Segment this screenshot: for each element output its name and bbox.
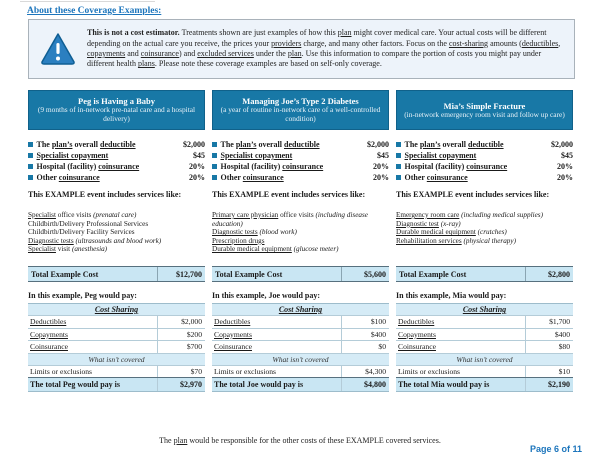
- text-segment: overall: [72, 140, 100, 149]
- example-header: [396, 90, 573, 130]
- row-value: $4,300: [341, 366, 389, 378]
- bullet-icon: [396, 142, 401, 147]
- plan-facts-list: [212, 139, 389, 183]
- example-subtitle: (9 months of in-network pre-natal care and a hospital delivery): [37, 105, 196, 123]
- text-segment: . Please note these coverage examples are based on self-only coverage.: [154, 59, 382, 69]
- total-pay-value: $2,970: [157, 378, 205, 391]
- service-item: [212, 237, 389, 246]
- page-edge-fragment: [20, 1, 155, 2]
- plan-fact-value: $2,000: [551, 140, 573, 149]
- glossary-link[interactable]: Durable medical equipment: [396, 228, 476, 237]
- not-covered-header: What isn’t covered: [212, 353, 389, 365]
- row-label[interactable]: Deductibles: [30, 317, 67, 327]
- services-list: [396, 211, 573, 266]
- plan-fact-row: [212, 139, 389, 150]
- text-segment: under the: [253, 49, 288, 58]
- text-segment: Hospital (facility): [220, 162, 283, 171]
- plan-fact-row: [212, 150, 389, 161]
- total-example-cost-value: $5,600: [341, 267, 389, 281]
- text-segment: (physical therapy): [463, 236, 516, 245]
- total-pay-row: [396, 377, 573, 391]
- plan-fact-row: [28, 139, 205, 150]
- event-services-heading: This EXAMPLE event includes services like:: [28, 190, 182, 199]
- plan-fact-label: [221, 172, 374, 183]
- table-row: [212, 340, 389, 353]
- row-value: $80: [525, 341, 573, 353]
- text-segment: (including disease education): [212, 211, 368, 228]
- glossary-link[interactable]: copayments: [87, 49, 126, 58]
- glossary-link[interactable]: Emergency room care: [396, 211, 460, 219]
- service-item: [28, 211, 205, 220]
- plan-fact-value: $45: [561, 151, 573, 160]
- text-segment: charge, and many other factors. Focus on the: [301, 38, 449, 48]
- row-value: $100: [341, 316, 389, 328]
- row-label[interactable]: Copayments: [30, 329, 68, 339]
- bullet-icon: [28, 153, 33, 158]
- plan-facts-list: [396, 139, 573, 183]
- plan-fact-value: $45: [193, 151, 205, 160]
- coverage-example-peg: [28, 90, 205, 392]
- total-pay-value: $2,190: [525, 378, 573, 391]
- text-segment: Other: [36, 173, 59, 182]
- total-example-cost-value: $2,800: [525, 267, 573, 281]
- row-value: $1,700: [525, 316, 573, 328]
- cost-sharing-table: [28, 303, 205, 392]
- plan-fact-value: 20%: [557, 173, 573, 182]
- example-title: Mia’s Simple Fracture: [443, 100, 526, 111]
- row-label[interactable]: Coinsurance: [30, 342, 68, 352]
- plan-fact-label: [37, 172, 190, 183]
- plan-fact-value: 20%: [189, 162, 205, 171]
- coverage-examples-columns: [28, 90, 574, 392]
- text-segment: Childbirth/Delivery Facility Services: [28, 228, 135, 237]
- text-segment: (crutches): [477, 228, 507, 237]
- bullet-icon: [396, 153, 401, 158]
- text-segment: This is not a cost estimator.: [87, 28, 182, 38]
- table-row: [28, 365, 205, 378]
- text-segment: (prenatal care): [93, 211, 137, 219]
- text-segment: might cover medical care. Your actual costs will be different depending on the actual care you receive, the prices your: [87, 28, 547, 48]
- bullet-icon: [212, 142, 217, 147]
- glossary-link[interactable]: Specialist copayment: [36, 151, 109, 160]
- table-row: [212, 315, 389, 328]
- table-row: [396, 315, 573, 328]
- glossary-link[interactable]: plan’s: [51, 140, 73, 149]
- row-value: $400: [525, 329, 573, 341]
- services-list: [212, 211, 389, 266]
- row-value: $700: [157, 341, 205, 353]
- example-header: [28, 90, 205, 130]
- text-segment: Treatments shown are just examples of how this: [181, 28, 338, 38]
- glossary-link[interactable]: coinsurance: [242, 173, 284, 182]
- footer-note: [0, 436, 600, 445]
- example-header: [212, 90, 389, 130]
- total-pay-label: The total Peg would pay is: [30, 380, 121, 389]
- not-covered-header: What isn’t covered: [28, 353, 205, 365]
- example-title: Peg is Having a Baby: [78, 96, 155, 107]
- service-item: [396, 220, 573, 229]
- glossary-link[interactable]: plan: [337, 28, 352, 38]
- plan-fact-value: 20%: [373, 162, 389, 171]
- glossary-link[interactable]: Rehabilitation services: [396, 236, 462, 245]
- glossary-link[interactable]: Diagnostic tests: [28, 236, 74, 245]
- text-segment: visit: [55, 245, 72, 254]
- glossary-link[interactable]: coinsurance: [426, 173, 468, 182]
- bullet-icon: [28, 164, 33, 169]
- service-item: [396, 237, 573, 246]
- table-row: [28, 328, 205, 341]
- service-item: [28, 245, 205, 254]
- total-example-cost-row: [396, 266, 573, 282]
- glossary-link[interactable]: Specialist copayment: [220, 151, 293, 160]
- plan-fact-row: [396, 161, 573, 172]
- row-value: $200: [157, 329, 205, 341]
- glossary-link[interactable]: cost-sharing: [448, 38, 489, 48]
- glossary-link[interactable]: coinsurance: [282, 162, 324, 171]
- plan-fact-row: [212, 172, 389, 183]
- plan-fact-value: 20%: [189, 173, 205, 182]
- would-pay-heading: In this example, Peg would pay:: [28, 291, 137, 300]
- table-row: [396, 365, 573, 378]
- glossary-link[interactable]: Specialist: [28, 211, 56, 219]
- row-label[interactable]: Deductibles: [398, 317, 435, 327]
- glossary-link[interactable]: plan’s: [235, 140, 257, 149]
- bullet-icon: [212, 164, 217, 169]
- plan-fact-label: [37, 139, 184, 150]
- row-label[interactable]: Copayments: [398, 329, 436, 339]
- text-segment: Hospital (facility): [36, 162, 99, 171]
- total-example-cost-label: Total Example Cost: [215, 269, 283, 279]
- service-item: [212, 228, 389, 237]
- text-segment: (anesthesia): [71, 245, 108, 254]
- glossary-link[interactable]: deductible: [100, 140, 136, 149]
- glossary-link[interactable]: Diagnostic test: [396, 219, 439, 228]
- row-label[interactable]: Deductibles: [214, 317, 251, 327]
- total-example-cost-label: Total Example Cost: [31, 269, 99, 279]
- plan-fact-value: $2,000: [367, 140, 389, 149]
- glossary-link[interactable]: Diagnostic tests: [212, 228, 258, 237]
- example-title: Managing Joe’s Type 2 Diabetes: [242, 96, 359, 107]
- total-example-cost-row: [28, 266, 205, 282]
- service-item: [212, 211, 389, 228]
- total-example-cost-label: Total Example Cost: [399, 269, 467, 279]
- text-segment: Childbirth/Delivery Professional Services: [28, 219, 149, 228]
- row-label[interactable]: Coinsurance: [398, 342, 436, 352]
- plan-fact-row: [212, 161, 389, 172]
- text-segment: would be responsible for the other costs of these EXAMPLE covered services.: [187, 436, 441, 445]
- plan-fact-value: $2,000: [183, 140, 205, 149]
- not-covered-header: What isn’t covered: [396, 353, 573, 365]
- text-segment: amounts (: [488, 38, 522, 48]
- glossary-link[interactable]: plan: [173, 436, 188, 445]
- plan-fact-value: 20%: [373, 173, 389, 182]
- plan-fact-label: [37, 150, 194, 161]
- plan-fact-label: [221, 139, 368, 150]
- glossary-link[interactable]: plan: [287, 49, 302, 58]
- example-subtitle: (a year of routine in-network care of a well-controlled condition): [220, 105, 381, 123]
- plan-fact-row: [396, 172, 573, 183]
- total-pay-row: [28, 377, 205, 391]
- glossary-link[interactable]: deductible: [284, 140, 320, 149]
- bullet-icon: [212, 153, 217, 158]
- row-value: $10: [525, 366, 573, 378]
- row-label: Limits or exclusions: [30, 366, 93, 376]
- coverage-example-mia: [396, 90, 573, 392]
- row-label[interactable]: Copayments: [214, 329, 252, 339]
- plan-fact-label: [221, 161, 374, 172]
- row-value: $0: [341, 341, 389, 353]
- text-segment: The: [404, 140, 420, 149]
- text-segment: (x-ray): [440, 219, 461, 228]
- service-item: [28, 237, 205, 246]
- glossary-link[interactable]: deductible: [468, 140, 504, 149]
- text-segment: (ultrasounds and blood work): [75, 236, 162, 245]
- cost-sharing-header: Cost Sharing: [212, 303, 389, 315]
- text-segment: (glucose meter): [293, 245, 339, 254]
- bullet-icon: [28, 175, 33, 180]
- table-row: [28, 340, 205, 353]
- would-pay-heading: In this example, Mia would pay:: [396, 291, 507, 300]
- text-segment: office visits: [55, 211, 94, 219]
- row-label: Limits or exclusions: [398, 366, 461, 376]
- page-title: About these Coverage Examples:: [27, 6, 162, 16]
- row-value: $400: [341, 329, 389, 341]
- plan-fact-value: 20%: [557, 162, 573, 171]
- total-example-cost-row: [212, 266, 389, 282]
- total-example-cost-value: $12,700: [157, 267, 205, 281]
- row-label[interactable]: Coinsurance: [214, 342, 252, 352]
- text-segment: Hospital (facility): [404, 162, 467, 171]
- text-segment: Other: [220, 173, 243, 182]
- glossary-link[interactable]: coinsurance: [140, 49, 179, 58]
- service-item: [396, 211, 573, 220]
- text-segment: and: [125, 49, 141, 58]
- cost-sharing-table: [396, 303, 573, 392]
- text-segment: ,: [558, 38, 561, 48]
- event-services-heading: This EXAMPLE event includes services like:: [396, 190, 550, 199]
- plan-fact-value: $45: [377, 151, 389, 160]
- cost-sharing-table: [212, 303, 389, 392]
- row-value: $70: [157, 366, 205, 378]
- page-number: Page 6 of 11: [529, 444, 582, 454]
- bullet-icon: [212, 175, 217, 180]
- text-segment: The: [220, 140, 236, 149]
- glossary-link[interactable]: coinsurance: [58, 173, 100, 182]
- table-row: [396, 328, 573, 341]
- service-item: [212, 245, 389, 254]
- plan-fact-row: [28, 172, 205, 183]
- plan-fact-row: [28, 161, 205, 172]
- glossary-link[interactable]: plans: [137, 59, 155, 69]
- text-segment: The: [159, 436, 174, 445]
- text-segment: Other: [404, 173, 427, 182]
- plan-fact-label: [405, 161, 558, 172]
- warning-triangle-icon: [29, 31, 87, 67]
- plan-facts-list: [28, 139, 205, 183]
- plan-fact-label: [405, 172, 558, 183]
- glossary-link[interactable]: providers: [271, 38, 302, 48]
- service-item: [28, 228, 205, 237]
- plan-fact-label: [405, 150, 562, 161]
- event-services-heading: This EXAMPLE event includes services like:: [212, 190, 366, 199]
- total-pay-row: [212, 377, 389, 391]
- services-list: [28, 211, 205, 266]
- bullet-icon: [396, 164, 401, 169]
- plan-fact-row: [396, 150, 573, 161]
- service-item: [28, 220, 205, 229]
- plan-fact-label: [37, 161, 190, 172]
- glossary-link[interactable]: deductibles: [521, 38, 559, 48]
- plan-fact-label: [405, 139, 552, 150]
- row-value: $2,000: [157, 316, 205, 328]
- glossary-link[interactable]: Specialist: [28, 245, 56, 254]
- cost-sharing-header: Cost Sharing: [396, 303, 573, 315]
- table-row: [28, 315, 205, 328]
- glossary-link[interactable]: excluded services: [197, 49, 254, 58]
- text-segment: office visits: [278, 211, 316, 219]
- text-segment: . Use this information to compare the portion of costs you might pay under different health: [87, 49, 542, 69]
- plan-fact-row: [28, 150, 205, 161]
- bullet-icon: [396, 175, 401, 180]
- coverage-example-joe: [212, 90, 389, 392]
- plan-fact-row: [396, 139, 573, 150]
- notice-box: [28, 19, 575, 79]
- row-label: Limits or exclusions: [214, 366, 277, 376]
- table-row: [396, 340, 573, 353]
- glossary-link[interactable]: Prescription drugs: [212, 236, 265, 245]
- total-pay-label: The total Joe would pay is: [214, 380, 304, 389]
- glossary-link[interactable]: Primary care physician: [212, 211, 279, 219]
- cost-sharing-header: Cost Sharing: [28, 303, 205, 315]
- text-segment: (including medical supplies): [461, 211, 543, 219]
- glossary-link[interactable]: Specialist copayment: [404, 151, 477, 160]
- text-segment: overall: [440, 140, 468, 149]
- bullet-icon: [28, 142, 33, 147]
- notice-text: [87, 26, 574, 72]
- glossary-link[interactable]: plan’s: [419, 140, 441, 149]
- total-pay-label: The total Mia would pay is: [398, 380, 490, 389]
- plan-fact-label: [221, 150, 378, 161]
- table-row: [212, 365, 389, 378]
- would-pay-heading: In this example, Joe would pay:: [212, 291, 321, 300]
- text-segment: ) and: [178, 49, 198, 58]
- example-subtitle: (in-network emergency room visit and follow up care): [404, 109, 565, 119]
- glossary-link[interactable]: coinsurance: [466, 162, 508, 171]
- glossary-link[interactable]: Durable medical equipment: [212, 245, 292, 254]
- total-pay-value: $4,800: [341, 378, 389, 391]
- text-segment: The: [36, 140, 52, 149]
- text-segment: overall: [256, 140, 284, 149]
- text-segment: (blood work): [259, 228, 297, 237]
- glossary-link[interactable]: coinsurance: [98, 162, 140, 171]
- service-item: [396, 228, 573, 237]
- table-row: [212, 328, 389, 341]
